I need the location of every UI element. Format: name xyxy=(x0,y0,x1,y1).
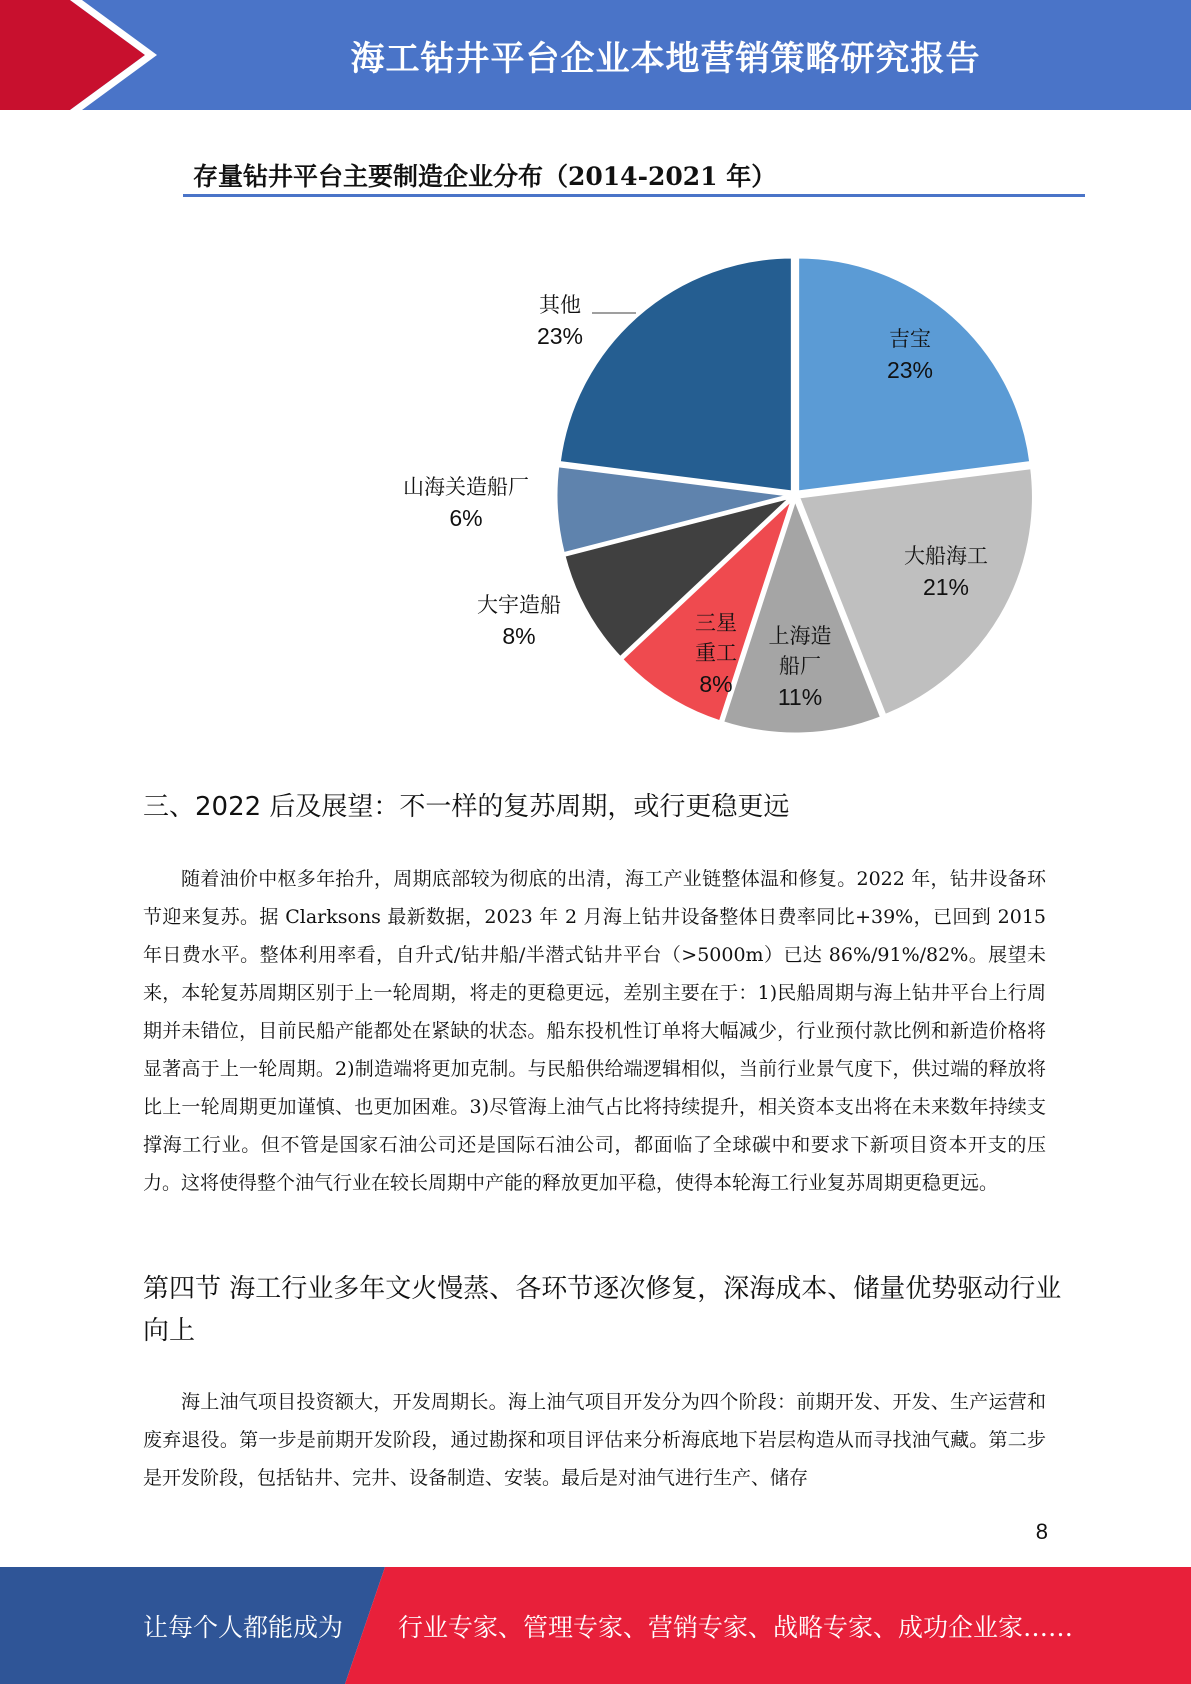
pie-value-2: 21% xyxy=(922,574,970,600)
page-number: 8 xyxy=(1035,1519,1048,1544)
paragraph-outlook: 随着油价中枢多年抬升，周期底部较为彻底的出清，海工产业链整体温和修复。2022 年，钻井设备环节迎来复苏。据 Clarksons 最新数据，2023 年 2 月海上钻井设备整体日费率同比+39%，已回到 2015 年日费水平。整体利用率看，自升式/钻井船/半潜式钻井平台（>5000m）已达 86%/91%/82%。展望未来，本轮复苏周期区别于上一轮周期，将走的更稳更远，差别主要在于：1)民船周期与海上钻井平台上行周期并未错位，目前民船产能都处在紧缺的状态。船东投机性订单将大幅减少，行业预付款比例和新造价格将显著高于上一轮周期。2)制造端将更加克制。与民船供给端逻辑相似，当前行业景气度下，供过端的释放将比上一轮周期更加谨慎、也更加困难。3)尽管海上油气占比将持续提升，相关资本支出将在未来数年持续支撑海工行业。但不管是国家石油公司还是国际石油公司，都面临了全球碳中和要求下新项目资本开支的压力。这将使得整个油气行业在较长周期中产能的释放更加平稳，使得本轮海工行业复苏周期更稳更远。 xyxy=(143,868,1046,1194)
pie-label-1: 吉宝 xyxy=(889,327,931,351)
pie-value-6: 6% xyxy=(449,505,483,531)
pie-label-4: 三星重工 xyxy=(695,611,737,665)
pie-label-2: 大船海工 xyxy=(904,544,988,568)
report-title: 海工钻井平台企业本地营销策略研究报告 xyxy=(350,38,981,79)
footer-slogan-left: 让每个人都能成为 xyxy=(143,1612,344,1642)
pie-value-4: 8% xyxy=(699,671,733,697)
section-heading-4: 第四节 海工行业多年文火慢蒸、各环节逐次修复，深海成本、储量优势驱动行业向上 xyxy=(143,1274,1062,1346)
chart-title-underline xyxy=(183,194,1085,197)
page-header xyxy=(0,0,1191,110)
pie-label-6: 山海关造船厂 xyxy=(403,475,529,499)
chart-title: 存量钻井平台主要制造企业分布（2014-2021 年） xyxy=(193,162,777,191)
pie-label-7: 其他 xyxy=(539,293,581,317)
pie-label-5: 大宇造船 xyxy=(477,593,561,617)
pie-value-1: 23% xyxy=(886,357,934,383)
section-heading-3: 三、2022 后及展望：不一样的复苏周期，或行更稳更远 xyxy=(143,792,790,822)
page-footer xyxy=(0,1567,1191,1684)
pie-slice-7 xyxy=(559,257,792,492)
pie-label-3: 上海造船厂 xyxy=(768,624,832,678)
footer-slogan-right: 行业专家、管理专家、营销专家、战略专家、成功企业家…… xyxy=(398,1612,1074,1642)
pie-value-7: 23% xyxy=(536,323,584,349)
pie-value-5: 8% xyxy=(502,623,536,649)
paragraph-offshore-projects: 海上油气项目投资额大，开发周期长。海上油气项目开发分为四个阶段：前期开发、开发、生产运营和废弃退役。第一步是前期开发阶段，通过勘探和项目评估来分析海底地下岩层构造从而寻找油气藏。第二步是开发阶段，包括钻井、完井、设备制造、安装。最后是对油气进行生产、储存 xyxy=(143,1391,1046,1489)
pie-chart xyxy=(0,200,1191,760)
pie-value-3: 11% xyxy=(777,684,823,710)
